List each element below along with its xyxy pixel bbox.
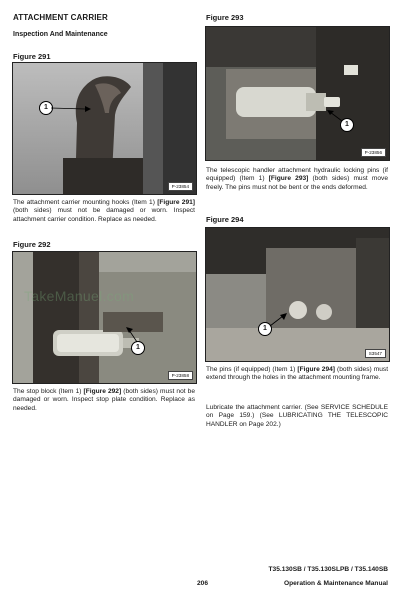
figure-292-code: P-23858 — [168, 371, 193, 380]
paragraph-292: The stop block (Item 1) [Figure 292] (both sides) must not be damaged or worn. Inspect stop plate condition. Replace as needed. — [13, 388, 196, 412]
figure-293-title: Figure 293 — [206, 13, 244, 22]
locking-pin-photo — [206, 27, 389, 160]
mounting-hook-photo — [13, 63, 196, 194]
figure-291-image — [12, 62, 197, 195]
section-title: ATTACHMENT CARRIER — [13, 13, 108, 22]
subsection-title: Inspection And Maintenance — [13, 31, 108, 38]
figure-293-code: P-23856 — [361, 148, 386, 157]
paragraph-291: The attachment carrier mounting hooks (Item 1) [Figure 291] (both sides) must not be damaged or worn. Inspect attachment carrier condition. Replace as needed. — [13, 199, 196, 223]
figure-291-code: P-23854 — [168, 182, 193, 191]
callout-leader-294 — [269, 312, 289, 328]
figure-291-title: Figure 291 — [13, 52, 51, 61]
figure-293-image — [205, 26, 390, 161]
paragraph-lubricate: Lubricate the attachment carrier. (See SERVICE SCHEDULE on Page 159.) (See LUBRICATING THE TELESCOPIC HANDLER on Page 202.) — [206, 404, 388, 428]
stop-block-photo — [13, 252, 196, 383]
figure-292-image — [12, 251, 197, 384]
extended-pin-photo — [206, 228, 389, 361]
callout-leader-293 — [326, 109, 344, 123]
footer-page-number: 206 — [197, 580, 209, 587]
paragraph-293: The telescopic handler attachment hydraulic locking pins (if equipped) (Item 1) [Figure 293] (both sides) must move freely. The pins must not be bent or the ends deformed. — [206, 167, 389, 191]
callout-293: 1 — [340, 118, 354, 132]
footer-models: T35.130SB / T35.130SLPB / T35.140SB — [268, 566, 388, 573]
watermark: TakeManuel.com — [24, 288, 135, 304]
figure-294-code: S3547 — [365, 349, 386, 358]
figure-294-image — [205, 227, 390, 362]
paragraph-294: The pins (if equipped) (Item 1) [Figure 294] (both sides) must extend through the holes in the attachment mounting frame. — [206, 366, 389, 382]
figure-294-title: Figure 294 — [206, 215, 244, 224]
callout-291: 1 — [39, 101, 53, 115]
figure-292-title: Figure 292 — [13, 240, 51, 249]
callout-leader-292 — [125, 326, 143, 344]
callout-leader-291 — [51, 105, 91, 113]
callout-292: 1 — [131, 341, 145, 355]
callout-294: 1 — [258, 322, 272, 336]
footer-manual-title: Operation & Maintenance Manual — [283, 580, 388, 587]
